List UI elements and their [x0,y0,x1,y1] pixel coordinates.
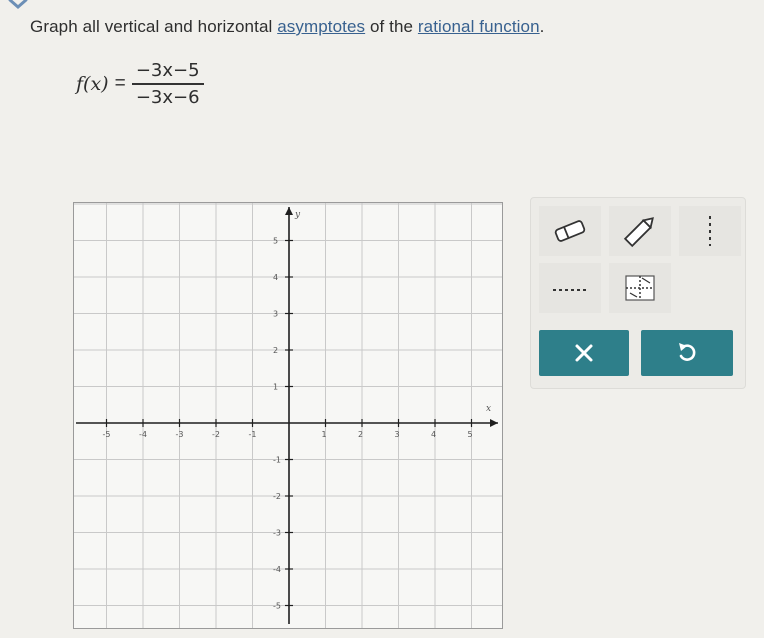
y-tick-label: 2 [273,346,279,355]
y-tick-label: -3 [273,528,281,538]
y-axis-arrow [285,207,293,215]
horizontal-asymptote-tool[interactable] [539,263,601,313]
x-tick-label: -3 [175,430,184,439]
pencil-icon [620,214,660,248]
y-axis-label: y [295,210,301,220]
x-tick-label: 1 [321,430,327,439]
y-tick-label: -4 [273,565,281,574]
chevron-down-icon[interactable] [4,0,38,12]
x-tick-label: 4 [431,430,437,439]
numerator: −3x−5 [135,60,200,81]
y-tick-label: 5 [273,236,279,246]
eraser-icon [550,216,590,246]
y-tick-label: -2 [273,492,281,501]
vertical-dashed-line-icon [700,214,720,248]
graph-canvas[interactable] [73,202,503,629]
equals-sign: = [114,72,126,94]
x-tick-label: -2 [212,430,220,439]
y-tick-label: 4 [273,273,279,282]
prompt-text-2: of the [365,17,418,36]
x-axis-arrow [490,419,498,427]
horizontal-dashed-line-icon [550,278,590,298]
x-tick-label: -4 [139,430,147,439]
function-expression [76,60,204,108]
vertical-asymptote-tool[interactable] [679,206,741,256]
asymptote-tool-icon [622,273,658,303]
fraction [132,60,204,108]
prompt-text-3: . [539,17,545,36]
tool-panel [530,197,746,389]
y-tick-label: 3 [273,309,279,319]
clear-button[interactable] [539,330,629,376]
x-tick-label: 3 [394,430,400,439]
pencil-tool[interactable] [609,206,671,256]
x-tick-label: -5 [102,430,111,439]
prompt-text-1: Graph all vertical and horizontal [30,17,278,36]
asymptotes-link[interactable]: asymptotes [277,17,366,36]
x-tick-label: 2 [358,430,364,439]
undo-button[interactable] [641,330,733,376]
y-tick-label: -1 [273,455,281,465]
eraser-tool[interactable] [539,206,601,256]
rational-function-link[interactable]: rational function [417,17,540,36]
y-tick-label: 1 [273,382,279,392]
x-tick-label: -1 [248,430,257,439]
close-icon [574,343,594,363]
function-name: f(x) [76,72,109,95]
y-tick-label: -5 [273,601,281,611]
asymptote-pair-tool[interactable] [609,263,671,313]
undo-icon [677,342,697,364]
x-axis-label: x [486,404,492,414]
x-tick-label: 5 [467,430,473,439]
question-prompt [30,17,544,37]
denominator: −3x−6 [135,86,200,108]
